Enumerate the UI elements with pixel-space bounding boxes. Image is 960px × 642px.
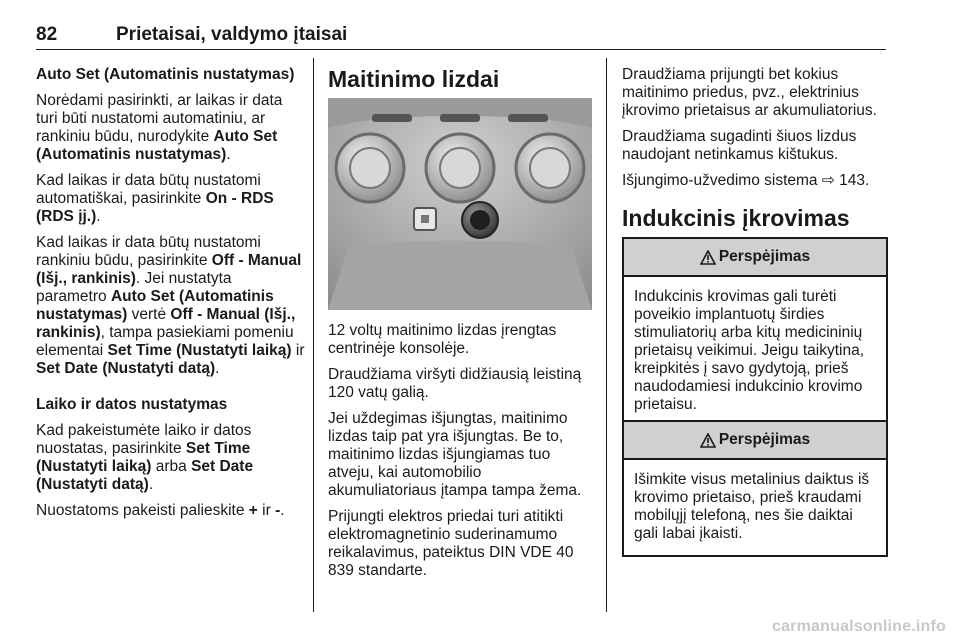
paragraph-rds: Kad laikas ir data būtų nustatomi automatiškai, pasirinkite On - RDS (RDS įj.). [36,172,274,225]
warning-title: Perspėjimas [718,431,811,448]
warning-body: Išimkite visus metalinius daiktus iš krovimo prietaiso, prieš kraudami mobilųjį telefoną, nes šie daiktai gali labai įkaisti. [634,471,870,542]
paragraph-auto-set: Norėdami pasirinkti, ar laikas ir data turi būti nustatomi automatiniu, ar rankiniu būdu, nurodykite Auto Set (Automatinis nustatymas). [36,92,283,163]
paragraph-adjust: Nuostatoms pakeisti palieskite + ir -. [36,502,285,519]
header-rule [36,49,886,50]
column-left [36,66,306,528]
time-date-heading: Laiko ir datos nustatymas [36,396,228,413]
column-right [622,66,888,198]
column-middle [328,322,590,588]
paragraph-max-power: Draudžiama viršyti didžiausią leistiną 120 vatų galią. [328,366,582,401]
paragraph-no-damage: Draudžiama sugadinti šiuos lizdus naudojant netinkamus kištukus. [622,128,857,163]
page-ref-arrow-icon: ⇨ [821,172,835,189]
paragraph-ignition: Jei uždegimas išjungtas, maitinimo lizdas taip pat yra išjungtas. Be to, maitinimo lizdas išjungiamas tuo atveju, kai automobilio akumuliatoriaus įtampa tampa žema. [328,410,582,499]
paragraph-emc: Prijungti elektros priedai turi atitikti elektromagnetinio suderinamumo reikalavimus, pateiktus DIN VDE 40 839 standarte. [328,508,574,579]
photo-caption: 12 voltų maitinimo lizdas įrengtas centrinėje konsolėje. [328,322,557,357]
watermark: carmanualsonline.info [771,618,946,635]
warning-header [624,239,886,277]
page-number: 82 [36,24,58,45]
section-title-power-outlets: Maitinimo lizdai [328,66,500,92]
column-divider-1 [313,58,314,612]
warning-box-1 [622,237,888,428]
page-title: Prietaisai, valdymo įtaisai [116,24,348,45]
page-header [36,24,886,52]
auto-set-heading: Auto Set (Automatinis nustatymas) [36,66,295,83]
paragraph-stop-start: Išjungimo-užvedimo sistema ⇨ 143. [622,172,870,189]
warning-triangle-icon [700,250,716,265]
page-ref: 143 [839,172,866,189]
warning-box-2 [622,420,888,557]
paragraph-manual: Kad laikas ir data būtų nustatomi rankiniu būdu, pasirinkite Off - Manual (Išj., rankinis). Jei nustatyta parametro Auto Set (Automatinis nustatymas) vertė Off - Manual (Išj., rankinis), tampa pasiekiami pomeniu elementai Set Time (Nustatyti laiką) ir Set Date (Nustatyti datą). [36,234,305,377]
paragraph-no-accessories: Draudžiama prijungti bet kokius maitinimo priedus, pvz., elektrinius įkrovimo prietaisus ar akumuliatorius. [622,66,877,119]
column-divider-2 [606,58,607,612]
paragraph-set-time: Kad pakeistumėte laiko ir datos nuostatas, pasirinkite Set Time (Nustatyti laiką) arba Set Date (Nustatyti datą). [36,422,254,493]
section-title-inductive-charging: Indukcinis įkrovimas [622,205,850,231]
warning-header [624,422,886,460]
warning-triangle-icon [700,433,716,448]
power-outlet-photo [328,98,592,310]
warning-body: Indukcinis krovimas gali turėti poveikio implantuotų širdies stimuliatorių arba kitų medicininių prietaisų veikimui. Jeigu taikytina, kreipkitės į savo gydytoją, prieš naudodamiesi indukcinio krovimo prietaisu. [634,288,865,413]
warning-title: Perspėjimas [718,248,811,265]
